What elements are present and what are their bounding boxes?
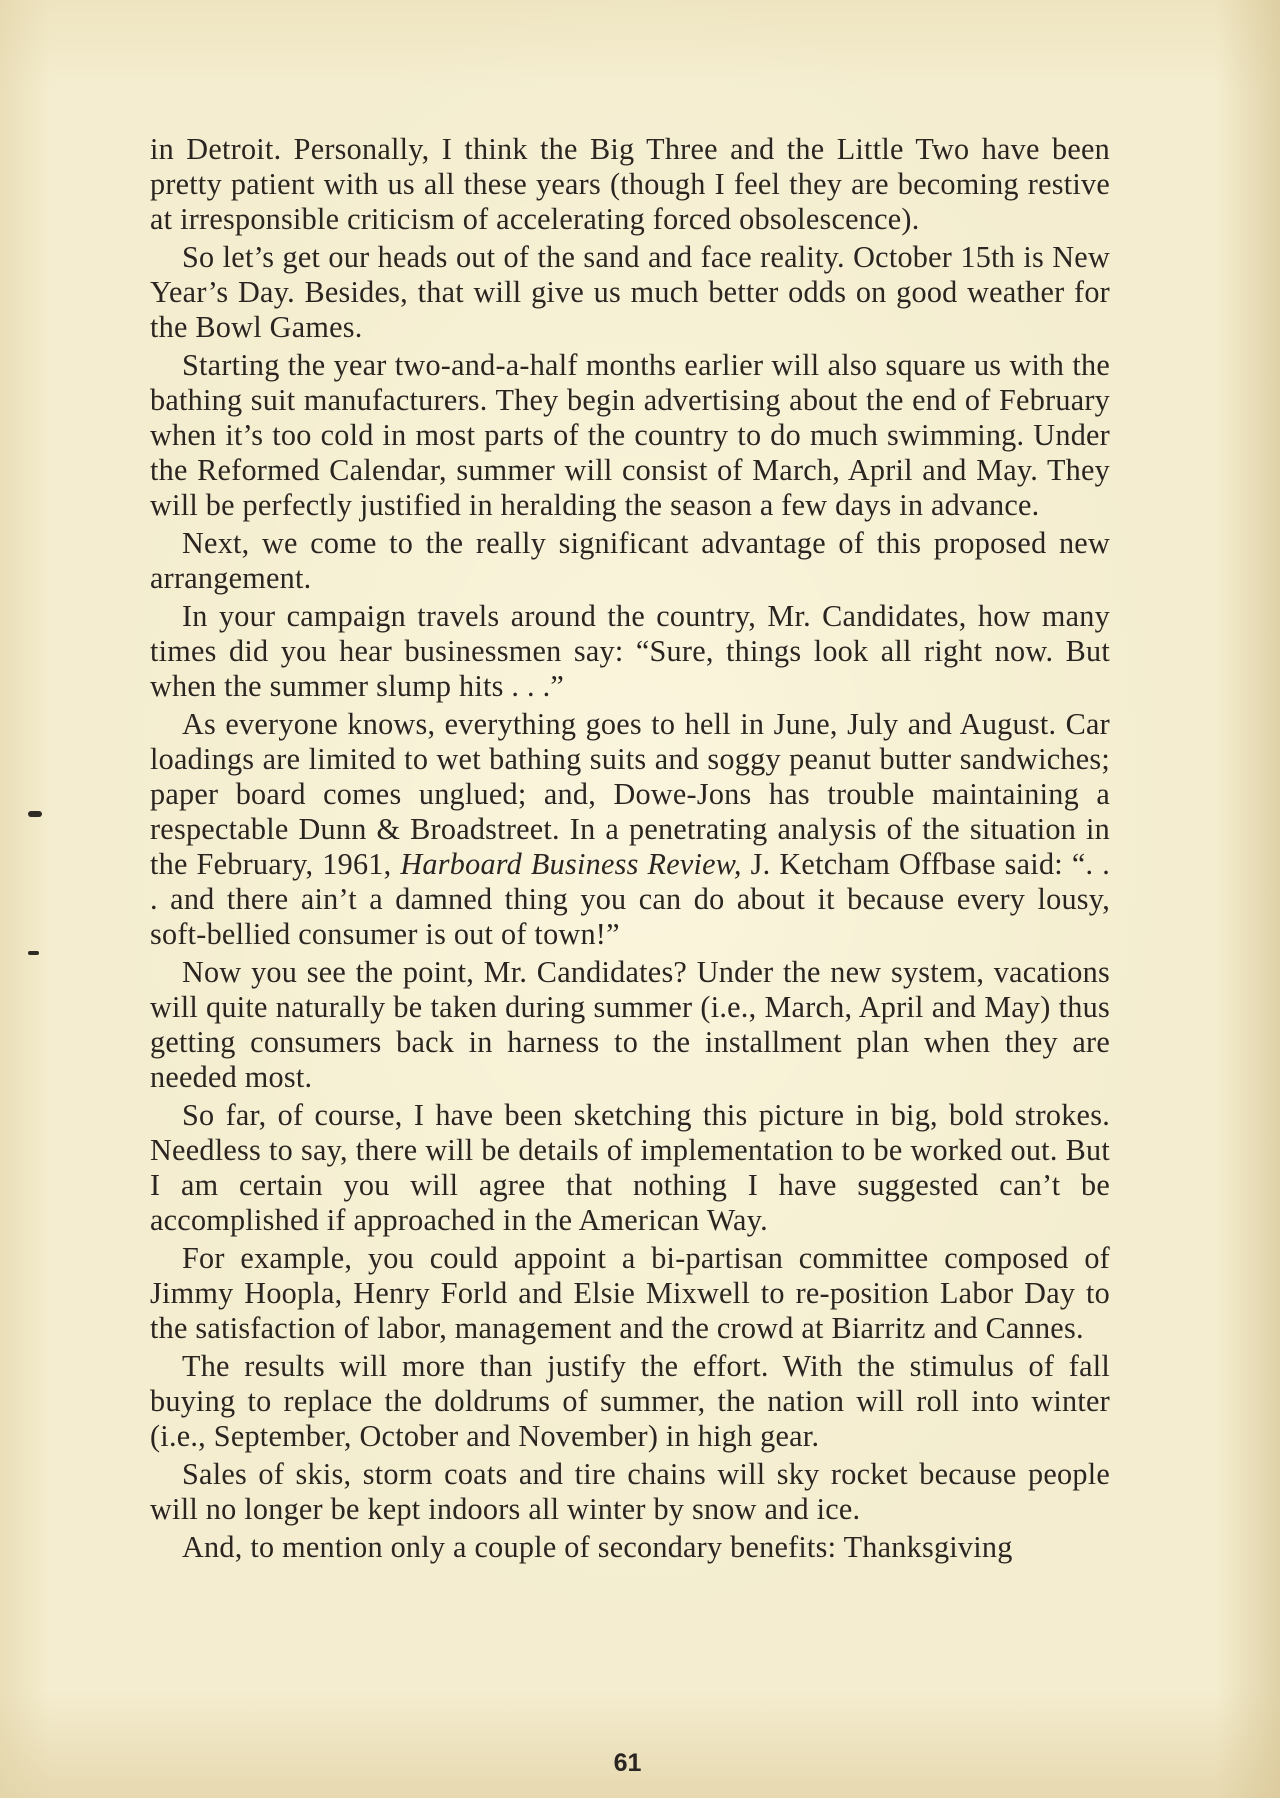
paragraph: Sales of skis, storm coats and tire chains will sky rocket because people will no longer be kept indoors all winter by snow and ice. [150,1457,1110,1526]
paragraph-text: As everyone knows, everything goes to hell in June, July and August. Car loadings are limited to wet bathing suits and soggy peanut butter sandwiches; paper board comes unglued; and, Dowe-Jons has trouble maintaining a respectable Dunn & Broadstreet. In a penetrating analysis of the situation in the February, 1961, [150,707,1110,881]
paragraph: Starting the year two-and-a-half months earlier will also square us with the bathing suit manufacturers. They begin advertising about the end of February when it’s too cold in most parts of the country to do much swimming. Under the Reformed Calendar, summer will consist of March, April and May. They will be perfectly justified in heralding the season a few days in advance. [150,348,1110,522]
journal-title: Harboard Business Review, [400,847,742,881]
margin-mark [28,811,42,817]
paragraph: The results will more than justify the effort. With the stimulus of fall buying to replace the doldrums of summer, the nation will roll into winter (i.e., September, October and November) in high gear. [150,1349,1110,1453]
paragraph: In your campaign travels around the country, Mr. Candidates, how many times did you hear businessmen say: “Sure, things look all right now. But when the summer slump hits . . .” [150,599,1110,703]
page-body [150,132,1110,1565]
paragraph: Next, we come to the really significant advantage of this proposed new arrangement. [150,526,1110,595]
paragraph: And, to mention only a couple of secondary benefits: Thanksgiving [182,1530,1013,1564]
page-number: 61 [613,1749,642,1777]
paragraph-text: J. Ketcham Offbase said: “. . . and there ain’t a damned thing you can do about it because every lousy, soft-bellied consumer is out of town!” [150,847,1110,951]
paragraph: Now you see the point, Mr. Candidates? Under the new system, vacations will quite naturally be taken during summer (i.e., March, April and May) thus getting consumers back in harness to the installment plan when they are needed most. [150,955,1110,1094]
paragraph: So far, of course, I have been sketching this picture in big, bold strokes. Needless to say, there will be details of implementation to be worked out. But I am certain you will agree that nothing I have suggested can’t be accomplished if approached in the American Way. [150,1098,1110,1237]
paragraph: For example, you could appoint a bi-partisan committee composed of Jimmy Hoopla, Henry Forld and Elsie Mixwell to re-position Labor Day to the satisfaction of labor, management and the crowd at Biarritz and Cannes. [150,1241,1110,1345]
paragraph: in Detroit. Personally, I think the Big Three and the Little Two have been pretty patient with us all these years (though I feel they are becoming restive at irresponsible criticism of accelerating forced obsolescence). [150,132,1110,236]
paragraph [150,707,1110,952]
paragraph: So let’s get our heads out of the sand and face reality. October 15th is New Year’s Day. Besides, that will give us much better odds on good weather for the Bowl Games. [150,240,1110,344]
margin-mark [28,951,39,955]
